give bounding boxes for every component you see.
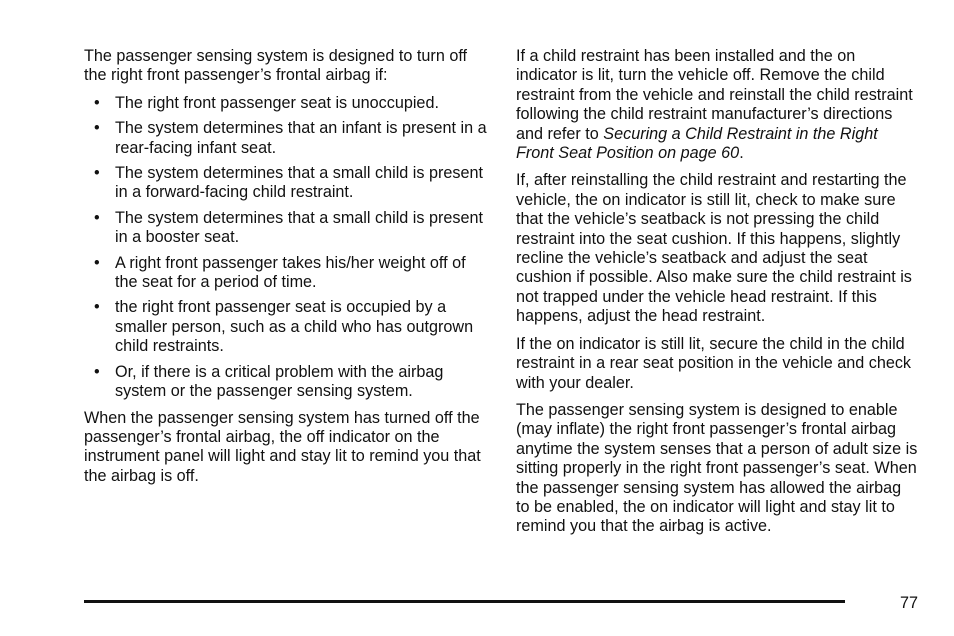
enable-paragraph: The passenger sensing system is designed to enable (may inflate) the right front passenger’s frontal airbag anytime the system senses that a person of adult size is sitting properly in the right front passenger’s seat. When the passenger sensing system has allowed the airbag to be enabled, the on indicator will light and stay lit to remind you that the airbag is active.	[516, 400, 918, 536]
list-item-text: Or, if there is a critical problem with the airbag system or the passenger sensing system.	[115, 362, 444, 401]
list-item	[84, 363, 489, 402]
list-item	[84, 94, 489, 113]
list-item	[84, 254, 489, 293]
bullet-icon: •	[94, 253, 100, 272]
list-item	[84, 119, 489, 158]
bullet-icon: •	[94, 93, 100, 112]
reinstall-text: If a child restraint has been installed and the on indicator is lit, turn the vehicle off. Remove the child restraint from the vehicle and reinstall the child restraint following the child restraint manufacturer’s directions and refer to	[516, 47, 913, 143]
list-item-text: The system determines that a small child is present in a booster seat.	[115, 208, 483, 247]
bullet-icon: •	[94, 298, 100, 317]
closing-paragraph: When the passenger sensing system has turned off the passenger’s frontal airbag, the off indicator on the instrument panel will light and stay lit to remind you that the airbag is off.	[84, 408, 481, 485]
condition-list	[84, 94, 489, 402]
bullet-icon: •	[94, 362, 100, 381]
list-item	[84, 209, 489, 248]
cross-reference: Securing a Child Restraint in the Right Front Seat Position on page 60	[516, 124, 878, 163]
list-item	[84, 298, 489, 356]
right-column	[516, 47, 918, 545]
footer-rule	[84, 600, 845, 603]
list-item-text: The system determines that an infant is present in a rear-facing infant seat.	[115, 119, 487, 157]
still-lit-paragraph: If the on indicator is still lit, secure the child in the child restraint in a rear seat position in the vehicle and check with your dealer.	[516, 334, 912, 392]
list-item-text: The right front passenger seat is unoccupied.	[115, 93, 439, 112]
left-column	[84, 47, 489, 494]
bullet-icon: •	[94, 164, 100, 183]
intro-paragraph: The passenger sensing system is designed to turn off the right front passenger’s frontal airbag if:	[84, 47, 468, 85]
reinstall-end: .	[739, 144, 744, 163]
list-item-text: The system determines that a small child is present in a forward-facing child restraint.	[115, 164, 483, 202]
list-item-text: A right front passenger takes his/her weight off of the seat for a period of time.	[115, 253, 466, 292]
page-number: 77	[899, 594, 918, 612]
bullet-icon: •	[94, 119, 100, 138]
seatback-paragraph: If, after reinstalling the child restraint and restarting the vehicle, the on indicator is still lit, check to make sure that the vehicle’s seatback is not pressing the child restraint into the seat cushion. If this happens, slightly recline the vehicle’s seatback and adjust the seat cushion if possible. Also make sure the child restraint is not trapped under the vehicle head restraint. If this happens, adjust the head restraint.	[516, 171, 912, 326]
list-item-text: the right front passenger seat is occupied by a smaller person, such as a child who has outgrown child restraints.	[115, 298, 474, 356]
reinstall-paragraph	[516, 47, 918, 163]
bullet-icon: •	[94, 208, 100, 227]
list-item	[84, 164, 489, 203]
